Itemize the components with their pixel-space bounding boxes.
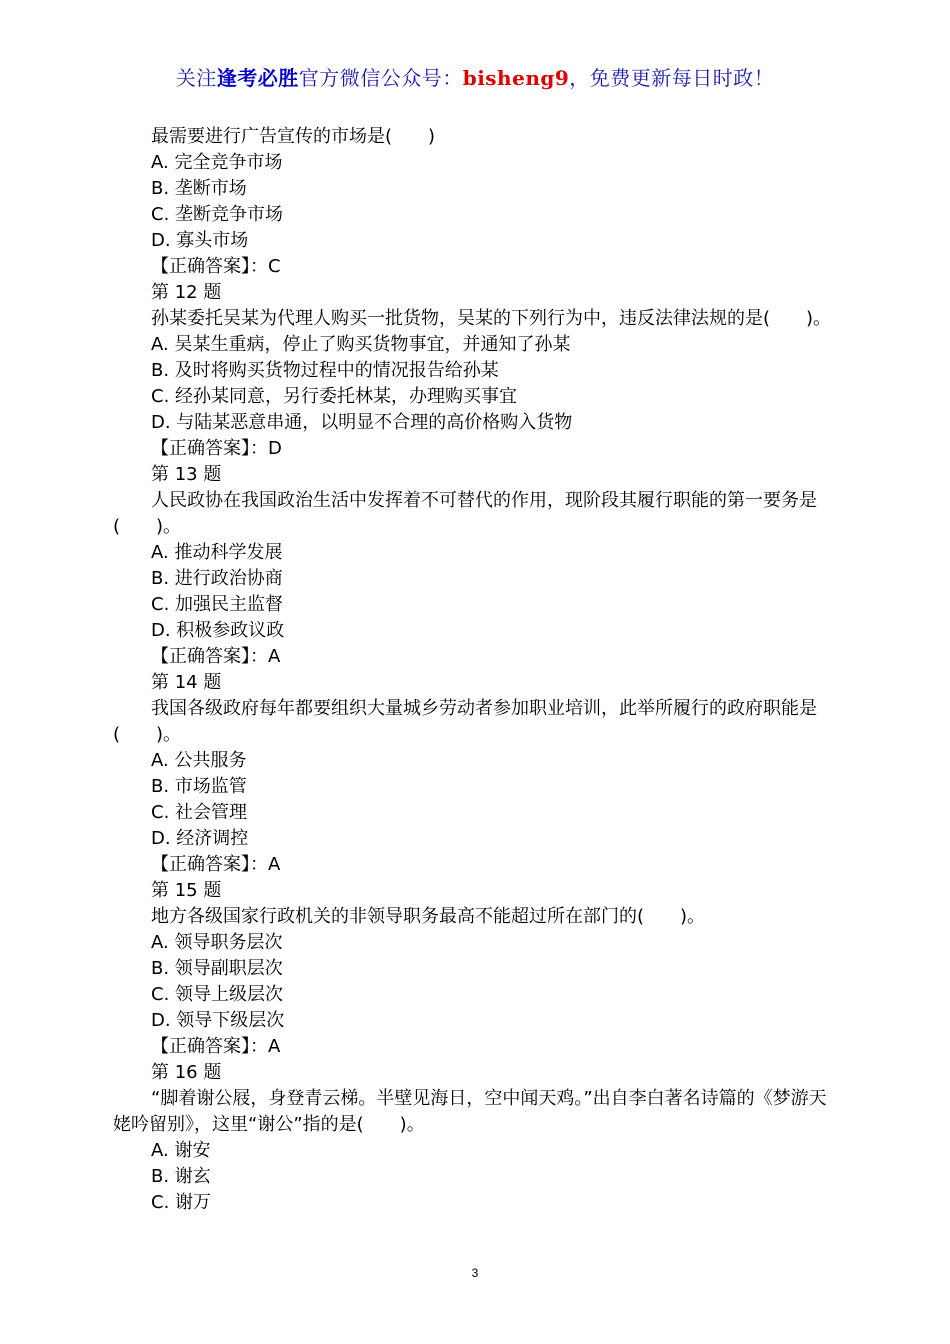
question-text: 地方各级国家行政机关的非领导职务最高不能超过所在部门的( )。 <box>151 906 706 927</box>
page-number: 3 <box>471 1266 479 1280</box>
header-account: bisheng9 <box>462 66 570 90</box>
header-middle: 官方微信公众号： <box>298 66 463 90</box>
answer-option: C. 领导上级层次 <box>151 984 284 1005</box>
question-number: 第 14 题 <box>151 672 222 693</box>
answer-option: D. 与陆某恶意串通，以明显不合理的高价格购入货物 <box>151 412 573 433</box>
question-number: 第 16 题 <box>151 1062 222 1083</box>
correct-answer: 【正确答案】：C <box>151 256 281 277</box>
answer-option: B. 进行政治协商 <box>151 568 283 589</box>
answer-option: B. 领导副职层次 <box>151 958 283 979</box>
question-text: “脚着谢公屐，身登青云梯。半壁见海日，空中闻天鸡。”出自李白著名诗篇的《梦游天 姥吟留别》，这里“谢公”指的是( )。 <box>113 1088 827 1135</box>
correct-answer: 【正确答案】：A <box>151 646 281 667</box>
correct-answer: 【正确答案】：A <box>151 854 281 875</box>
answer-option: C. 经孙某同意，另行委托林某，办理购买事宜 <box>151 386 518 407</box>
question-text: 人民政协在我国政治生活中发挥着不可替代的作用，现阶段其履行职能的第一要务是( )。 <box>113 490 817 537</box>
answer-option: C. 社会管理 <box>151 802 248 823</box>
question-text: 孙某委托吴某为代理人购买一批货物，吴某的下列行为中，违反法律法规的是( )。 <box>151 308 832 329</box>
correct-answer: 【正确答案】：A <box>151 1036 281 1057</box>
header-suffix: ，免费更新每日时政！ <box>569 66 775 90</box>
answer-option: A. 吴某生重病，停止了购买货物事宜，并通知了孙某 <box>151 334 571 355</box>
answer-option: B. 及时将购买货物过程中的情况报告给孙某 <box>151 360 499 381</box>
answer-option: A. 完全竞争市场 <box>151 152 283 173</box>
answer-option: B. 谢玄 <box>151 1166 211 1187</box>
promo-header <box>0 62 950 91</box>
answer-option: D. 领导下级层次 <box>151 1010 285 1031</box>
header-prefix: 关注 <box>175 66 217 90</box>
answer-option: B. 垄断市场 <box>151 178 247 199</box>
answer-option: D. 积极参政议政 <box>151 620 285 641</box>
answer-option: D. 经济调控 <box>151 828 249 849</box>
question-content <box>113 124 843 1216</box>
correct-answer: 【正确答案】：D <box>151 438 282 459</box>
header-brand: 逢考必胜 <box>216 66 299 90</box>
answer-option: D. 寡头市场 <box>151 230 249 251</box>
answer-option: A. 领导职务层次 <box>151 932 283 953</box>
question-number: 第 12 题 <box>151 282 222 303</box>
answer-option: C. 加强民主监督 <box>151 594 284 615</box>
question-number: 第 13 题 <box>151 464 222 485</box>
answer-option: B. 市场监管 <box>151 776 247 797</box>
answer-option: A. 推动科学发展 <box>151 542 283 563</box>
answer-option: A. 谢安 <box>151 1140 211 1161</box>
answer-option: A. 公共服务 <box>151 750 247 771</box>
question-number: 第 15 题 <box>151 880 222 901</box>
answer-option: C. 垄断竞争市场 <box>151 204 284 225</box>
answer-option: C. 谢万 <box>151 1192 212 1213</box>
question-text: 我国各级政府每年都要组织大量城乡劳动者参加职业培训，此举所履行的政府职能是( )。 <box>113 698 817 745</box>
question-text: 最需要进行广告宣传的市场是( ) <box>151 126 436 147</box>
